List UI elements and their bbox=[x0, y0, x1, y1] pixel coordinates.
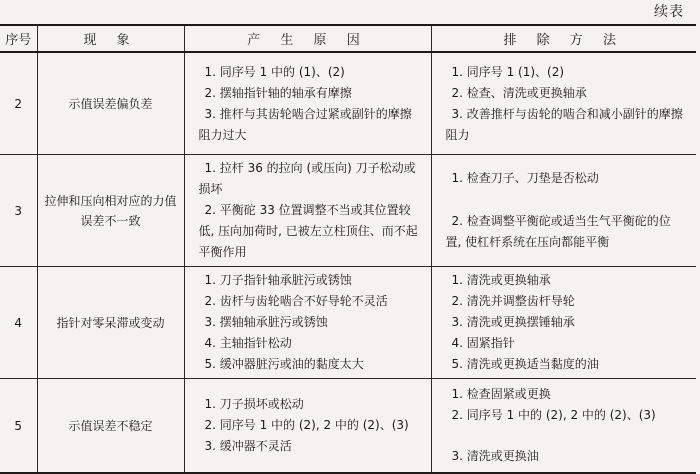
cause-item: 3. 缓冲器不灵活 bbox=[204, 439, 292, 453]
table-row bbox=[0, 155, 696, 267]
header-seq: 序号 bbox=[0, 25, 37, 52]
cause-item: 3. 摆轴轴承脏污或锈蚀 bbox=[204, 315, 328, 329]
remedy-item: 3. 清洗或更换油 bbox=[451, 449, 539, 463]
cause-item: 4. 主轴指针松动 bbox=[204, 336, 292, 350]
remedy-item: 2. 检查调整平衡砣或适当生气平衡砣的位置, 使杠杆系统在压向都能平衡 bbox=[445, 214, 671, 249]
header-cause: 产 生 原 因 bbox=[184, 25, 431, 52]
cause-item: 2. 同序号 1 中的 (2), 2 中的 (2)、(3) bbox=[204, 418, 409, 432]
cause-item: 2. 平衡砣 33 位置调整不当或其位置较低, 压向加荷时, 已被左立柱顶住、而不起平衡作用 bbox=[198, 203, 418, 259]
table-continued-caption: 续表 bbox=[654, 4, 684, 20]
remedy-item: 2. 清洗并调整齿杆导轮 bbox=[451, 294, 575, 308]
row-causes bbox=[184, 267, 431, 379]
remedy-item: 1. 检查固紧或更换 bbox=[451, 387, 551, 401]
row-symptom: 指针对零呆滞或变动 bbox=[37, 267, 184, 379]
row-seq: 4 bbox=[0, 267, 37, 379]
row-symptom: 示值误差不稳定 bbox=[37, 379, 184, 474]
cause-item: 1. 同序号 1 中的 (1)、(2) bbox=[204, 64, 345, 79]
row-causes bbox=[184, 155, 431, 267]
remedy-item: 1. 检查刀子、刀垫是否松动 bbox=[451, 171, 599, 185]
remedy-item: 5. 清洗或更换适当黏度的油 bbox=[451, 357, 599, 371]
remedy-item: 1. 同序号 1 (1)、(2) bbox=[451, 64, 565, 79]
row-causes bbox=[184, 52, 431, 155]
troubleshooting-table bbox=[0, 24, 696, 474]
remedy-item: 1. 清洗或更换轴承 bbox=[451, 273, 551, 287]
remedy-item: 4. 固紧指针 bbox=[451, 336, 515, 350]
remedy-item: 2. 同序号 1 中的 (2), 2 中的 (2)、(3) bbox=[451, 408, 656, 422]
row-seq: 3 bbox=[0, 155, 37, 267]
row-symptom: 示值误差偏负差 bbox=[37, 52, 184, 155]
row-causes bbox=[184, 379, 431, 474]
row-remedies bbox=[431, 155, 696, 267]
row-remedies bbox=[431, 52, 696, 155]
cause-item: 2. 摆轴指针轴的轴承有摩擦 bbox=[204, 85, 352, 100]
table-header-row bbox=[0, 25, 696, 52]
remedy-item: 2. 检查、清洗或更换轴承 bbox=[451, 85, 587, 100]
table-row bbox=[0, 379, 696, 474]
row-seq: 5 bbox=[0, 379, 37, 474]
row-remedies bbox=[431, 267, 696, 379]
header-symptom: 现 象 bbox=[37, 25, 184, 52]
cause-item: 2. 齿杆与齿轮啮合不好导轮不灵活 bbox=[204, 294, 388, 308]
remedy-item: 3. 改善推杆与齿轮的啮合和减小副针的摩擦阻力 bbox=[445, 106, 683, 142]
header-remedy: 排 除 方 法 bbox=[431, 25, 696, 52]
row-symptom: 拉伸和压向相对应的力值误差不一致 bbox=[37, 155, 184, 267]
cause-item: 5. 缓冲器脏污或油的黏度太大 bbox=[204, 357, 364, 371]
row-remedies bbox=[431, 379, 696, 474]
cause-item: 1. 拉杆 36 的拉向 (或压向) 刀子松动或损坏 bbox=[198, 161, 416, 196]
table-row bbox=[0, 52, 696, 155]
cause-item: 1. 刀子指针轴承脏污或锈蚀 bbox=[204, 273, 352, 287]
cause-item: 1. 刀子损坏或松动 bbox=[204, 397, 304, 411]
cause-item: 3. 推杆与其齿轮啮合过紧或副针的摩擦阻力过大 bbox=[198, 106, 412, 142]
table-row bbox=[0, 267, 696, 379]
row-seq: 2 bbox=[0, 52, 37, 155]
remedy-item: 3. 清洗或更换摆锤轴承 bbox=[451, 315, 575, 329]
